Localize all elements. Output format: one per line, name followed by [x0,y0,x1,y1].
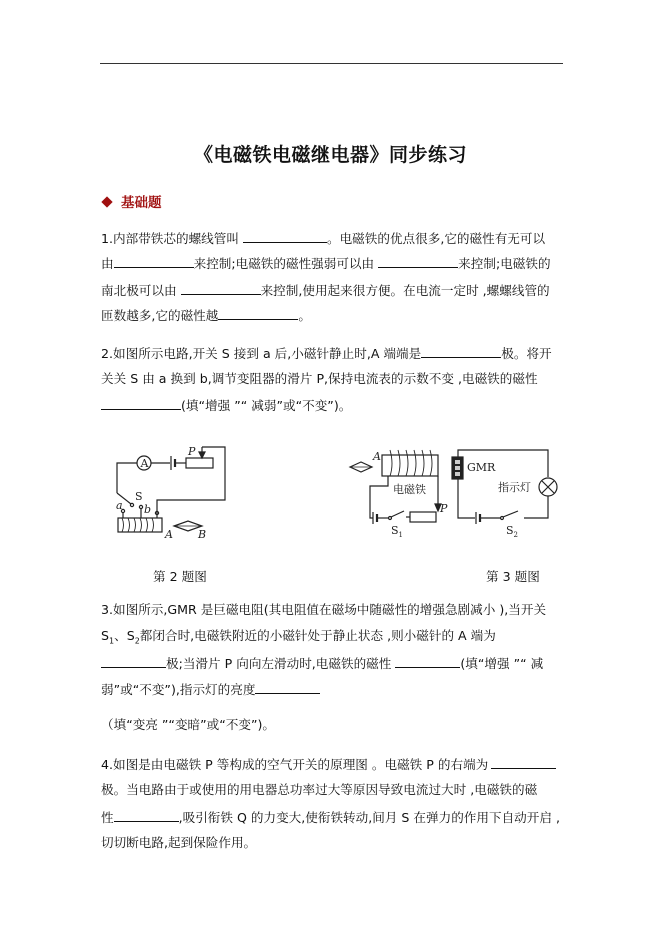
text: 来控制,使用起来很方便。在电流一定时 ,螺螺线管的 [260,283,550,298]
text: 2.如图所示电路,开关 S 接到 a 后,小磁针静止时,A 端端是 [101,346,422,361]
text: 关关 S 由 a 换到 b,调节变阻器的滑片 P,保持电流表的示数不变 ,电磁铁的磁性 [101,371,538,386]
text: (填“增强 ”“ 减 [460,656,544,671]
text: 极。将开 [501,346,552,361]
switch-s2-icon [503,511,518,517]
answer-blank[interactable] [395,654,460,668]
q3-line-3 [101,654,543,673]
ammeter-label: A [140,457,149,470]
label-S: S [135,490,143,503]
text: (填“增强 ”“ 减弱”或“不变”)。 [181,398,352,413]
slider-arrow-icon [199,452,205,458]
label-electromagnet: 电磁铁 [393,483,426,496]
switch-s1-icon [391,511,404,517]
text: （填“变亮 ”“变暗”或“不变”)。 [101,717,276,732]
label-A: A [373,450,381,463]
text: 来控制;电磁铁的 [458,256,551,271]
text: 4.如图是由电磁铁 P 等构成的空气开关的原理图 。电磁铁 P 的右端为 [101,757,489,772]
subscript: 2 [134,636,140,646]
solenoid-icon [118,518,162,532]
text: 1.内部带铁芯的螺线管叫 [101,231,239,246]
text: 切切断电路,起到保险作用。 [101,835,257,850]
wire [458,479,475,518]
text: 弱”或“不变”),指示灯的亮度 [101,682,256,697]
label-B: B [198,528,207,541]
answer-blank[interactable] [255,680,320,694]
text: 性 [101,810,114,825]
label-lamp: 指示灯 [498,481,531,494]
q3-line-4 [101,680,320,699]
q4-line-1 [101,755,556,774]
text: 3.如图所示,GMR 是巨磁电阻(其电阻值在磁场中随磁性的增强急剧减小 ),当开关 [101,602,547,617]
text: S [101,628,109,643]
text: ,吸引衔铁 Q 的力变大,使衔铁转动,间月 S 在弹力的作用下自动开启 , [178,810,560,825]
page-title: 《电磁铁电磁继电器》同步练习 [193,144,467,166]
label-A: A [165,528,173,541]
section-label: 基础题 [121,195,162,211]
figure-2-circuit [116,445,225,541]
answer-blank[interactable] [491,755,556,769]
figure-3-caption: 第 3 题图 [486,569,540,584]
rheostat-icon [410,512,436,522]
text: 极;当滑片 P 向向左滑动时,电磁铁的磁性 [166,656,392,671]
text: 由 [101,256,114,271]
label-gmr: GMR [467,461,496,474]
rheostat-icon [186,458,213,468]
text: 匝数越多,它的磁性越 [101,308,219,323]
q3-line-1 [101,601,546,619]
text: 。电磁铁的优点很多,它的磁性有无可以 [326,231,546,246]
q3-line-2 [101,627,496,651]
label-P: P [440,502,448,515]
text: 来控制;电磁铁的磁性强弱可以由 [193,256,375,271]
q4-line-4 [101,834,256,852]
label-S1: $S_1$ [391,524,404,539]
text: 南北极可以由 [101,283,177,298]
q4-line-3 [101,808,560,827]
text: 都闭合时,电磁铁附近的小磁针处于静止状态 ,则小磁针的 A 端为 [139,628,496,643]
text: 极。当电路由于或使用的用电器总功率过大等原因导致电流过大时 ,电磁铁的磁 [101,782,538,797]
subscript: 1 [109,636,115,646]
text: 。 [298,308,311,323]
wire [370,476,388,518]
electromagnet-icon [382,455,438,476]
label-P: P [188,445,196,458]
answer-blank[interactable] [101,654,166,668]
figure-3-circuit [350,450,557,539]
figure-2-caption: 第 2 题图 [153,569,207,584]
q4-line-2 [101,781,537,799]
label-b: b [144,503,152,516]
answer-blank[interactable] [114,808,179,822]
wire [524,496,548,518]
label-S2: $S_2$ [506,524,519,539]
label-a: a [116,499,123,512]
text: 、S [114,628,135,643]
q3-line-5 [101,716,275,734]
